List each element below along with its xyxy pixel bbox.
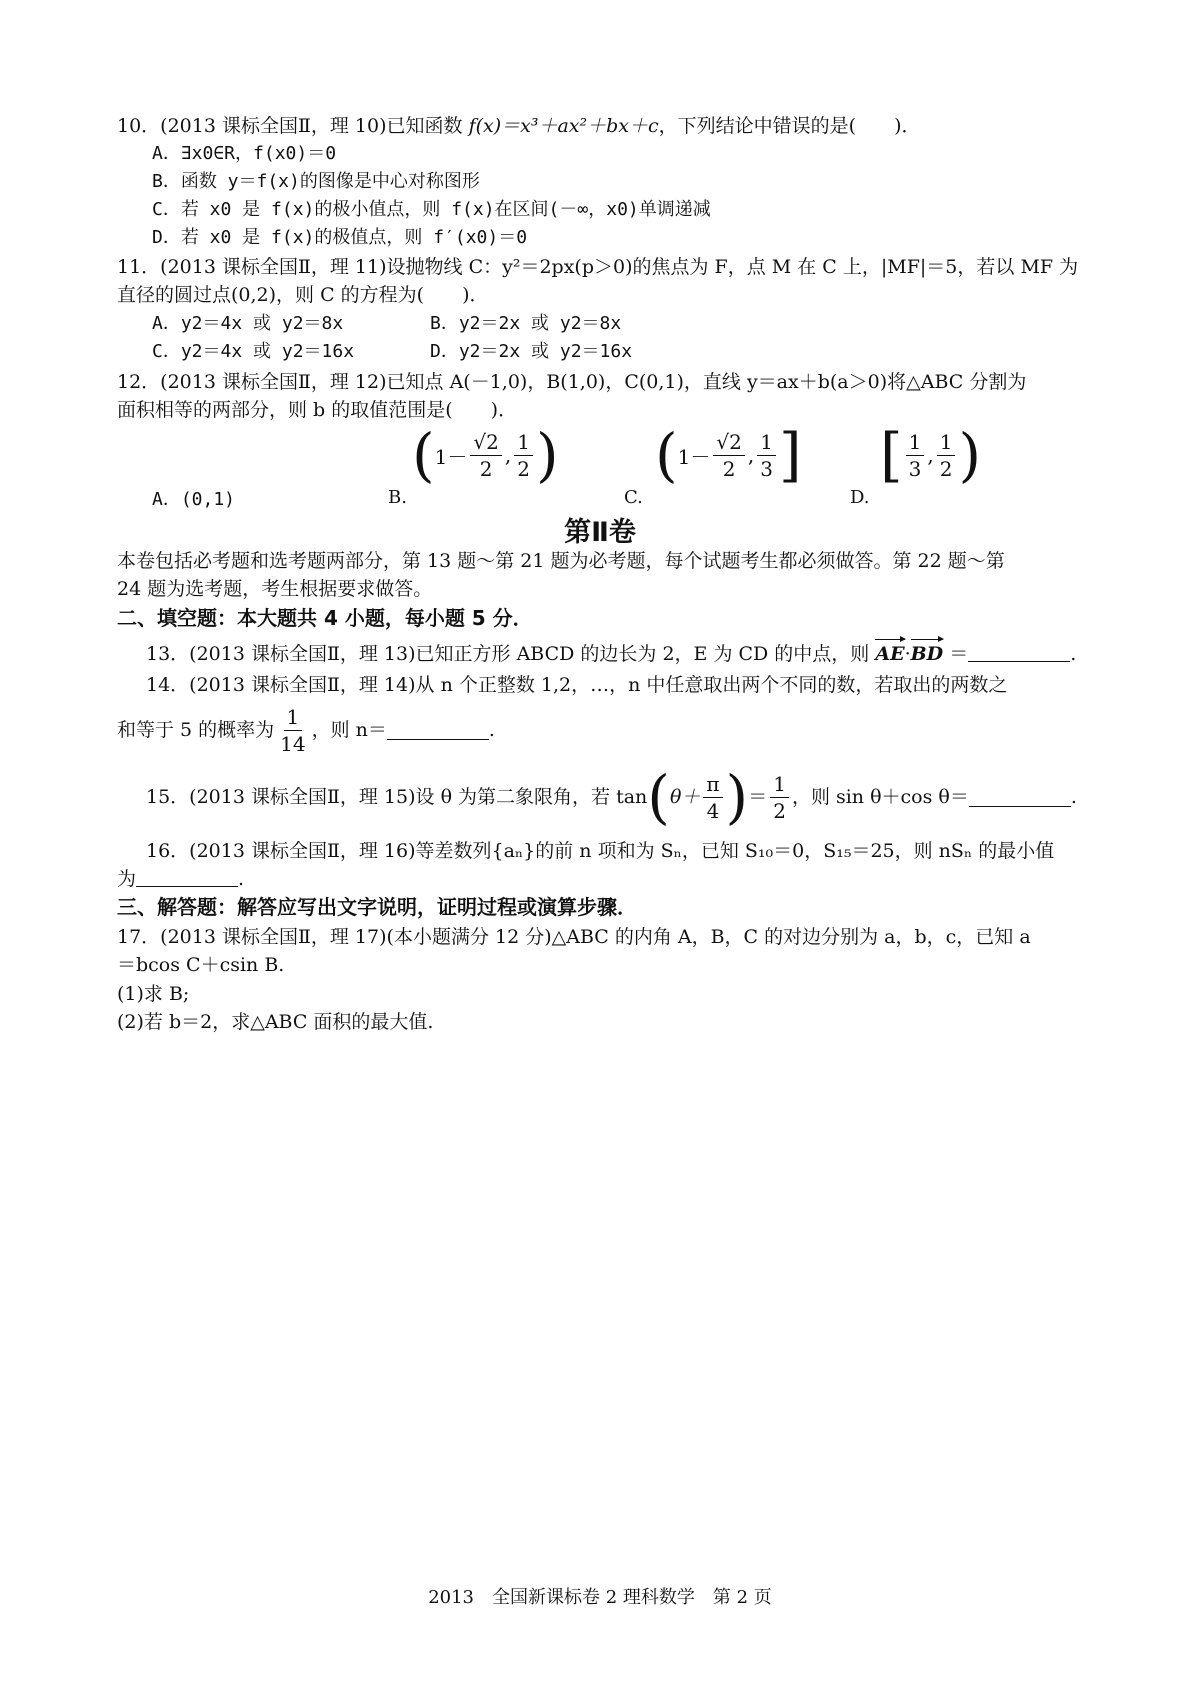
q14-text: 和等于 5 的概率为 xyxy=(117,719,275,741)
one-half xyxy=(514,429,533,482)
frac-den: 4 xyxy=(706,798,720,823)
q12-option-c-label: C. xyxy=(624,487,643,508)
period: . xyxy=(1070,786,1077,808)
answer-blank xyxy=(387,721,489,740)
q12-option-b-label: B. xyxy=(388,487,407,508)
frac-num: 1 xyxy=(514,429,533,456)
frac-num: π xyxy=(703,771,722,798)
q13-stem-text: 13．(2013 课标全国Ⅱ，理 13)已知正方形 ABCD 的边长为 2，E 为 CD 的中点，则 xyxy=(146,643,876,665)
q10-stem-text: 10．(2013 课标全国Ⅱ，理 10)已知函数 xyxy=(117,115,469,137)
answer-blank xyxy=(968,643,1070,662)
q10-option-b: B．函数 y＝f(x)的图像是中心对称图形 xyxy=(152,171,480,192)
answer-blank xyxy=(136,868,238,887)
q12-option-a: A．(0,1) xyxy=(152,489,236,510)
q16-text: 为 xyxy=(117,868,137,890)
frac-num: √2 xyxy=(713,429,744,456)
frac-den: 2 xyxy=(773,798,786,823)
vector-ae: AE xyxy=(875,643,905,665)
q10-option-a: A．∃x0∈R，f(x0)＝0 xyxy=(152,143,337,164)
section-fill-in-heading: 二、填空题：本大题共 4 小题，每小题 5 分． xyxy=(117,606,533,630)
frac-num: 1 xyxy=(770,771,789,798)
right-paren: ) xyxy=(958,421,982,489)
equals: ＝ xyxy=(748,786,768,808)
period: . xyxy=(488,719,495,741)
part2-title: 第Ⅱ卷 xyxy=(564,517,636,548)
page-footer: 2013 全国新课标卷 2 理科数学 第 2 页 xyxy=(428,1587,772,1608)
q17-part1: (1)求 B; xyxy=(117,983,190,1005)
section-solution-heading: 三、解答题：解答应写出文字说明，证明过程或演算步骤． xyxy=(117,895,637,919)
frac-num: 1 xyxy=(284,704,303,731)
right-paren: ) xyxy=(725,763,749,831)
part2-intro-line2: 24 题为选考题，考生根据要求做答。 xyxy=(117,578,433,600)
q14-stem-line1: 14．(2013 课标全国Ⅱ，理 14)从 n 个正整数 1,2，…，n 中任意取出两个不同的数，若取出的两数之 xyxy=(146,674,1008,696)
q11-option-d: D．y2＝2x 或 y2＝16x xyxy=(430,341,633,362)
left-paren: ( xyxy=(655,421,678,489)
left-paren: ( xyxy=(647,763,670,831)
q10-function: f(x)＝x³＋ax²＋bx＋c xyxy=(468,115,659,137)
one-third xyxy=(757,429,776,482)
equals: ＝ xyxy=(943,643,969,665)
q17-part2: (2)若 b＝2，求△ABC 面积的最大值. xyxy=(117,1011,434,1033)
answer-blank xyxy=(969,788,1071,807)
q15-stem xyxy=(146,764,1077,830)
period: . xyxy=(238,868,245,890)
q16-stem-line1: 16．(2013 课标全国Ⅱ，理 16)等差数列{aₙ}的前 n 项和为 Sₙ，已知 S₁₀＝0，S₁₅＝25，则 nSₙ 的最小值 xyxy=(146,840,1055,862)
period: . xyxy=(1070,643,1077,665)
comma: , xyxy=(504,443,512,467)
q11-option-b: B．y2＝2x 或 y2＝8x xyxy=(430,313,622,334)
frac-den: 3 xyxy=(908,456,922,481)
q11-option-a: A．y2＝4x 或 y2＝8x xyxy=(152,313,344,334)
theta-plus: θ＋ xyxy=(669,786,701,808)
q17-stem-line2: ＝bcos C＋csin B. xyxy=(117,954,285,976)
q10-stem-tail: ，下列结论中错误的是( )． xyxy=(658,115,921,137)
frac-den: 2 xyxy=(939,456,953,481)
q12-option-b-interval xyxy=(412,421,559,489)
part2-intro-line1: 本卷包括必考题和选考题两部分，第 13 题～第 21 题为必考题，每个试题考生都必须做答。第 22 题～第 xyxy=(117,550,1005,572)
q17-stem-line1: 17．(2013 课标全国Ⅱ，理 17)(本小题满分 12 分)△ABC 的内角 A，B，C 的对边分别为 a，b，c，已知 a xyxy=(117,926,1031,948)
frac-den: 2 xyxy=(722,456,736,481)
q10-option-d: D．若 x0 是 f(x)的极值点，则 f′(x0)＝0 xyxy=(152,227,528,248)
one-third xyxy=(906,429,925,482)
q11-option-c: C．y2＝4x 或 y2＝16x xyxy=(152,341,355,362)
pi-over-4 xyxy=(703,771,722,824)
q12-stem-line1: 12．(2013 课标全国Ⅱ，理 12)已知点 A(－1,0)，B(1,0)，C(0,1)，直线 y＝ax＋b(a＞0)将△ABC 分割为 xyxy=(117,371,1027,393)
frac-den: 14 xyxy=(280,731,306,756)
q15-text: 15．(2013 课标全国Ⅱ，理 15)设 θ 为第二象限角，若 tan xyxy=(146,786,648,808)
q16-stem-line2 xyxy=(117,867,244,891)
interval-left-term: 1－ xyxy=(677,444,711,469)
q15-text-tail: ，则 sin θ＋cos θ＝ xyxy=(791,786,969,808)
q12-option-d-interval xyxy=(880,421,982,489)
tan-expression xyxy=(647,763,749,831)
right-bracket: ] xyxy=(778,421,802,489)
frac-den: 2 xyxy=(517,456,530,481)
q14-text-tail: ，则 n＝ xyxy=(311,719,387,741)
left-paren: ( xyxy=(412,421,435,489)
vector-bd: BD xyxy=(910,643,944,665)
sqrt2-over-2 xyxy=(713,429,744,482)
frac-den: 2 xyxy=(479,456,493,481)
left-bracket: [ xyxy=(880,421,903,489)
comma: , xyxy=(747,443,755,467)
one-fourteenth xyxy=(277,704,308,757)
frac-num: √2 xyxy=(470,429,501,456)
frac-num: 1 xyxy=(906,429,925,456)
interval-left-term: 1－ xyxy=(434,444,468,469)
frac-den: 3 xyxy=(760,456,773,481)
q11-stem-line2: 直径的圆过点(0,2)，则 C 的方程为( )． xyxy=(117,284,489,306)
q12-option-c-interval xyxy=(655,421,802,489)
q10-stem xyxy=(117,114,921,138)
one-half xyxy=(937,429,956,482)
sqrt2-over-2 xyxy=(470,429,501,482)
q14-stem-line2 xyxy=(117,700,495,760)
comma: , xyxy=(927,443,934,467)
q13-stem xyxy=(146,642,1076,666)
right-paren: ) xyxy=(535,421,559,489)
q10-option-c: C．若 x0 是 f(x)的极小值点，则 f(x)在区间(－∞，x0)单调递减 xyxy=(152,199,711,220)
frac-num: 1 xyxy=(757,429,776,456)
one-half xyxy=(770,771,789,824)
frac-num: 1 xyxy=(937,429,956,456)
q12-option-d-label: D. xyxy=(850,487,870,508)
dot-operator: · xyxy=(904,643,911,665)
q11-stem-line1: 11．(2013 课标全国Ⅱ，理 11)设抛物线 C：y²＝2px(p＞0)的焦点为 F，点 M 在 C 上，|MF|＝5，若以 MF 为 xyxy=(117,256,1079,278)
q12-stem-line2: 面积相等的两部分，则 b 的取值范围是( )． xyxy=(117,399,518,421)
